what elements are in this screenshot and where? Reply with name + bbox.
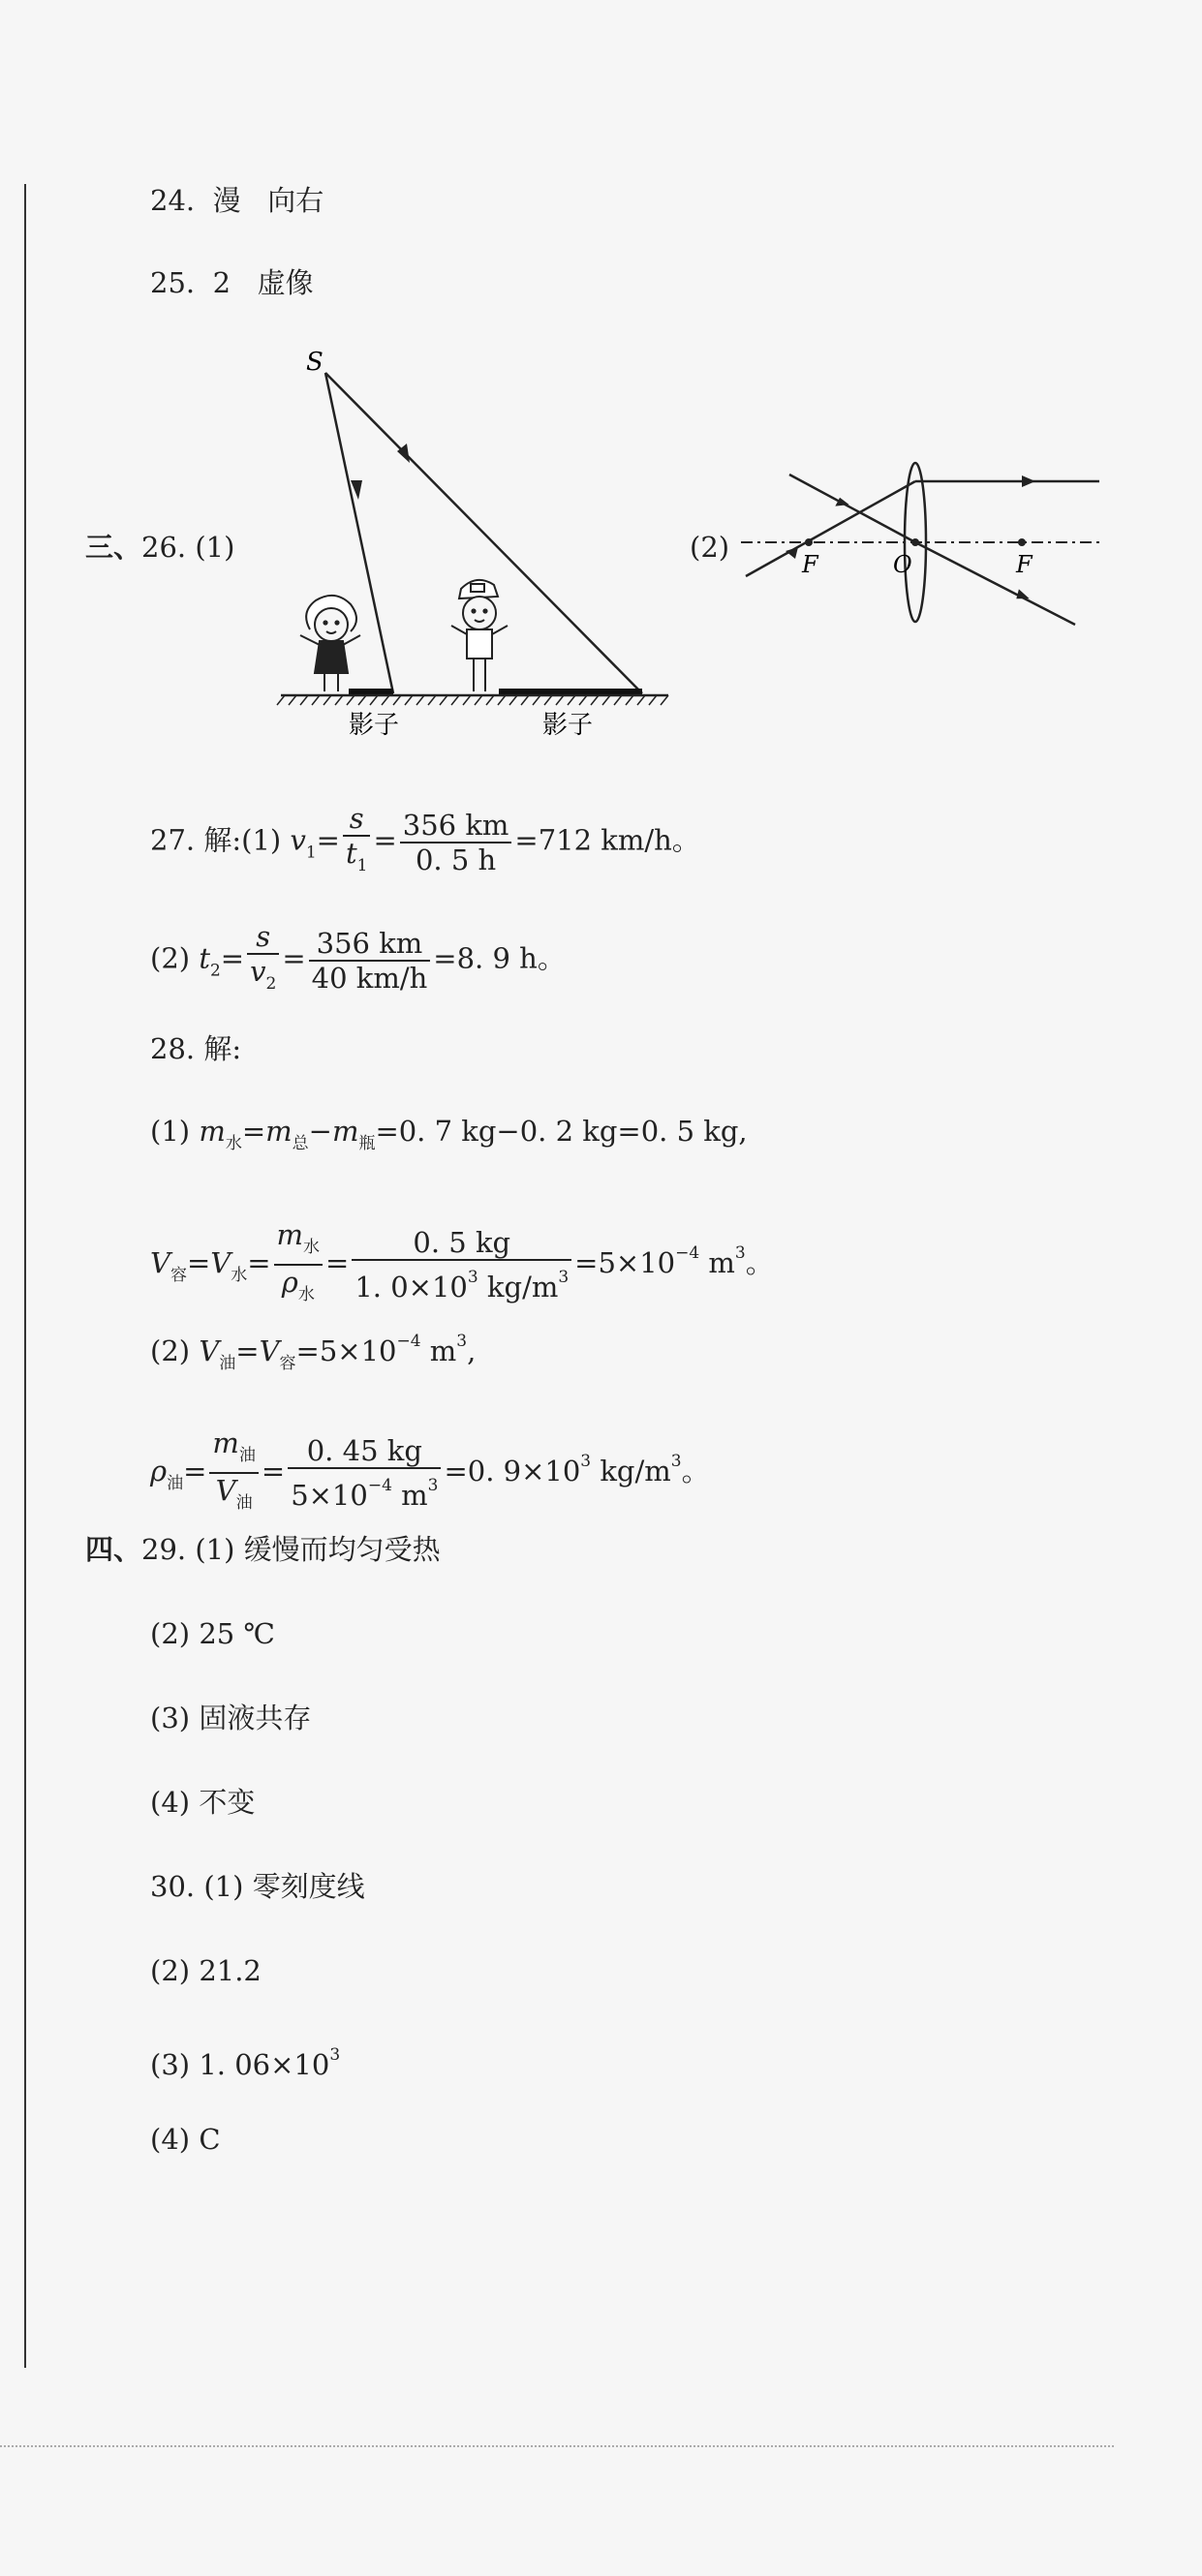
exponent: −4 [396, 1332, 421, 1351]
denominator: 5×10 [291, 1479, 368, 1512]
var-v: V [150, 1246, 170, 1279]
exponent: −4 [367, 1476, 392, 1495]
solve-label: 解: [203, 1032, 242, 1065]
shadow-diagram [271, 339, 678, 746]
result: =5×10 [574, 1246, 676, 1279]
answer-28-heading [150, 1029, 241, 1068]
answer-text: 固液共存 [199, 1702, 312, 1734]
answer-29-part2 [150, 1614, 275, 1653]
focus-point-left [805, 538, 813, 546]
dotted-divider [0, 2445, 1114, 2447]
var-sub: 瓶 [358, 1134, 376, 1153]
punctuation: 。 [745, 1246, 774, 1279]
var-v: V [259, 1334, 280, 1367]
part-label: (1) [241, 823, 282, 857]
var-sub: 水 [231, 1266, 248, 1285]
girl-figure [300, 596, 360, 691]
exponent: 3 [580, 1452, 592, 1471]
denominator: v [250, 955, 266, 988]
unit: m [391, 1479, 428, 1512]
var-sub: 容 [170, 1266, 187, 1285]
unit: kg/m [478, 1271, 559, 1303]
var-sub: 油 [219, 1354, 236, 1373]
question-number: 29. [141, 1533, 187, 1566]
shadow-label-left: 影子 [349, 711, 400, 740]
answer-30-part4 [150, 2120, 221, 2159]
boy-figure [451, 580, 508, 691]
var-sub: 水 [225, 1134, 242, 1153]
part-label: (2) [150, 941, 191, 975]
equals: = [316, 823, 340, 857]
answer-blank-1: 2 [212, 266, 231, 299]
exponent: 3 [734, 1243, 746, 1263]
equals: = [247, 1246, 271, 1279]
answer-30-part1 [150, 1867, 365, 1906]
result: =8. 9 h。 [433, 941, 566, 975]
var-sub: 2 [209, 961, 221, 981]
exponent: 3 [456, 1332, 468, 1351]
unit: m [699, 1246, 735, 1279]
var-sub: 总 [292, 1134, 309, 1153]
part-label: (1) [150, 1115, 191, 1148]
answer-28-line1 [150, 1112, 748, 1163]
question-number: 25. [150, 266, 196, 299]
answer-29-part1 [85, 1530, 441, 1569]
numerator: 356 km [309, 927, 431, 962]
result: =0. 9×10 [444, 1455, 581, 1487]
answer-text: 不变 [199, 1786, 256, 1819]
var-t: t [199, 941, 210, 975]
numerator: 0. 5 kg [352, 1226, 571, 1261]
var-sub: 2 [265, 974, 277, 994]
exponent: 3 [427, 1476, 439, 1495]
answer-blank-2: 向右 [267, 184, 324, 217]
part-label: (3) [150, 2048, 191, 2081]
denominator: ρ [281, 1266, 298, 1299]
section-number: 四、 [85, 1533, 142, 1566]
question-number: 28. [150, 1032, 196, 1065]
answer-27-part1 [150, 802, 700, 882]
numerator: s [343, 802, 370, 837]
exponent: −4 [675, 1243, 700, 1263]
equals: = [373, 823, 397, 857]
answer-28-line3 [150, 1322, 476, 1383]
var-m: m [265, 1115, 293, 1148]
part-label: (4) [150, 2123, 191, 2156]
equals: = [186, 1246, 211, 1279]
equals: = [241, 1115, 266, 1148]
fraction [209, 1426, 259, 1519]
denominator: t [345, 837, 357, 870]
var-sub: 1 [356, 856, 368, 875]
center-label: O [893, 551, 912, 578]
part-label: (1) [195, 531, 235, 564]
ground-hatching [277, 695, 668, 705]
answer-blank-1: 漫 [212, 184, 241, 217]
unit: kg/m [591, 1455, 671, 1487]
answer-text: 1. 06×10 [199, 2048, 330, 2081]
fraction [309, 927, 431, 995]
fraction [400, 809, 512, 876]
part-label: (3) [150, 1702, 191, 1734]
part-label: (4) [150, 1786, 191, 1819]
denominator: V [215, 1474, 236, 1507]
question-number: 24. [150, 184, 196, 217]
var-sub: 油 [238, 1446, 256, 1465]
answer-28-line2 [150, 1218, 774, 1311]
part-label: (2) [150, 1617, 191, 1650]
var-sub: 水 [297, 1285, 315, 1304]
punctuation: , [467, 1334, 477, 1367]
answer-24 [150, 181, 324, 220]
answer-27-part2 [150, 920, 566, 1000]
denominator: 0. 5 h [415, 843, 497, 876]
equals: = [235, 1334, 260, 1367]
var-sub: 容 [279, 1354, 296, 1373]
result: =0. 7 kg−0. 2 kg=0. 5 kg, [375, 1115, 748, 1148]
part-label: (1) [195, 1533, 235, 1566]
question-number: 26. [141, 531, 187, 564]
arrow-icon [1022, 475, 1035, 487]
shadow-label-right: 影子 [542, 711, 594, 740]
answer-text: 21.2 [199, 1954, 262, 1987]
answer-blank-2: 虚像 [257, 266, 314, 299]
equals: = [220, 941, 245, 975]
answer-text: C [199, 2123, 221, 2156]
var-m: m [199, 1115, 226, 1148]
var-v: V [210, 1246, 231, 1279]
var-v: v [290, 823, 306, 857]
var-sub: 油 [235, 1493, 253, 1513]
answer-text: 缓慢而均匀受热 [243, 1533, 441, 1566]
exponent: 3 [329, 2045, 341, 2065]
var-sub: 1 [305, 843, 317, 863]
solve-label: 解: [203, 823, 242, 857]
numerator: m [276, 1218, 304, 1251]
part-label: (2) [690, 531, 730, 564]
var-sub: 水 [303, 1238, 321, 1257]
denominator: 1. 0×10 [354, 1271, 468, 1303]
optical-center-point [911, 538, 919, 546]
numerator: 356 km [400, 809, 512, 843]
var-rho: ρ [150, 1455, 168, 1487]
margin-line [24, 184, 26, 2368]
answer-26-part2-label [690, 528, 729, 567]
numerator: m [212, 1426, 239, 1459]
answer-28-line4 [150, 1426, 710, 1519]
fraction [288, 1434, 441, 1512]
convex-lens-diagram [741, 450, 1109, 629]
equals: = [261, 1455, 286, 1487]
section-number: 三、 [85, 531, 142, 564]
result: =712 km/h。 [514, 823, 700, 857]
punctuation: 。 [681, 1455, 710, 1487]
numerator: 0. 45 kg [288, 1434, 441, 1469]
denominator: 40 km/h [311, 961, 428, 995]
ray-incident-center [789, 475, 915, 542]
fraction [274, 1218, 324, 1311]
question-number: 27. [150, 823, 196, 857]
result: =5×10 [295, 1334, 397, 1367]
shadow-bar-right [499, 689, 642, 694]
ray-exit-center [915, 542, 1075, 625]
part-label: (2) [150, 1954, 191, 1987]
answer-26-heading [85, 528, 234, 567]
var-sub: 油 [167, 1474, 184, 1493]
answer-text: 25 ℃ [199, 1617, 275, 1650]
shadow-bar-left [349, 689, 393, 694]
fraction [343, 802, 370, 882]
minus: − [308, 1115, 332, 1148]
exponent: 3 [670, 1452, 682, 1471]
unit: m [420, 1334, 457, 1367]
exponent: 3 [467, 1268, 478, 1287]
equals: = [282, 941, 306, 975]
exponent: 3 [558, 1268, 570, 1287]
answer-25 [150, 263, 314, 302]
answer-29-part4 [150, 1783, 255, 1822]
focus-label-right: F [1016, 551, 1032, 578]
equals: = [183, 1455, 207, 1487]
part-label: (1) [203, 1870, 244, 1903]
focus-point-right [1018, 538, 1026, 546]
var-v: V [199, 1334, 220, 1367]
numerator: s [247, 920, 279, 955]
fraction [352, 1226, 571, 1303]
focus-label-left: F [802, 551, 818, 578]
answer-text: 零刻度线 [252, 1870, 365, 1903]
answer-29-part3 [150, 1699, 311, 1737]
var-m: m [331, 1115, 359, 1148]
fraction [247, 920, 279, 1000]
point-s-label: S [306, 348, 324, 377]
answer-30-part2 [150, 1951, 262, 1990]
equals: = [325, 1246, 350, 1279]
part-label: (2) [150, 1334, 191, 1367]
question-number: 30. [150, 1870, 196, 1903]
answer-30-part3 [150, 2036, 340, 2084]
